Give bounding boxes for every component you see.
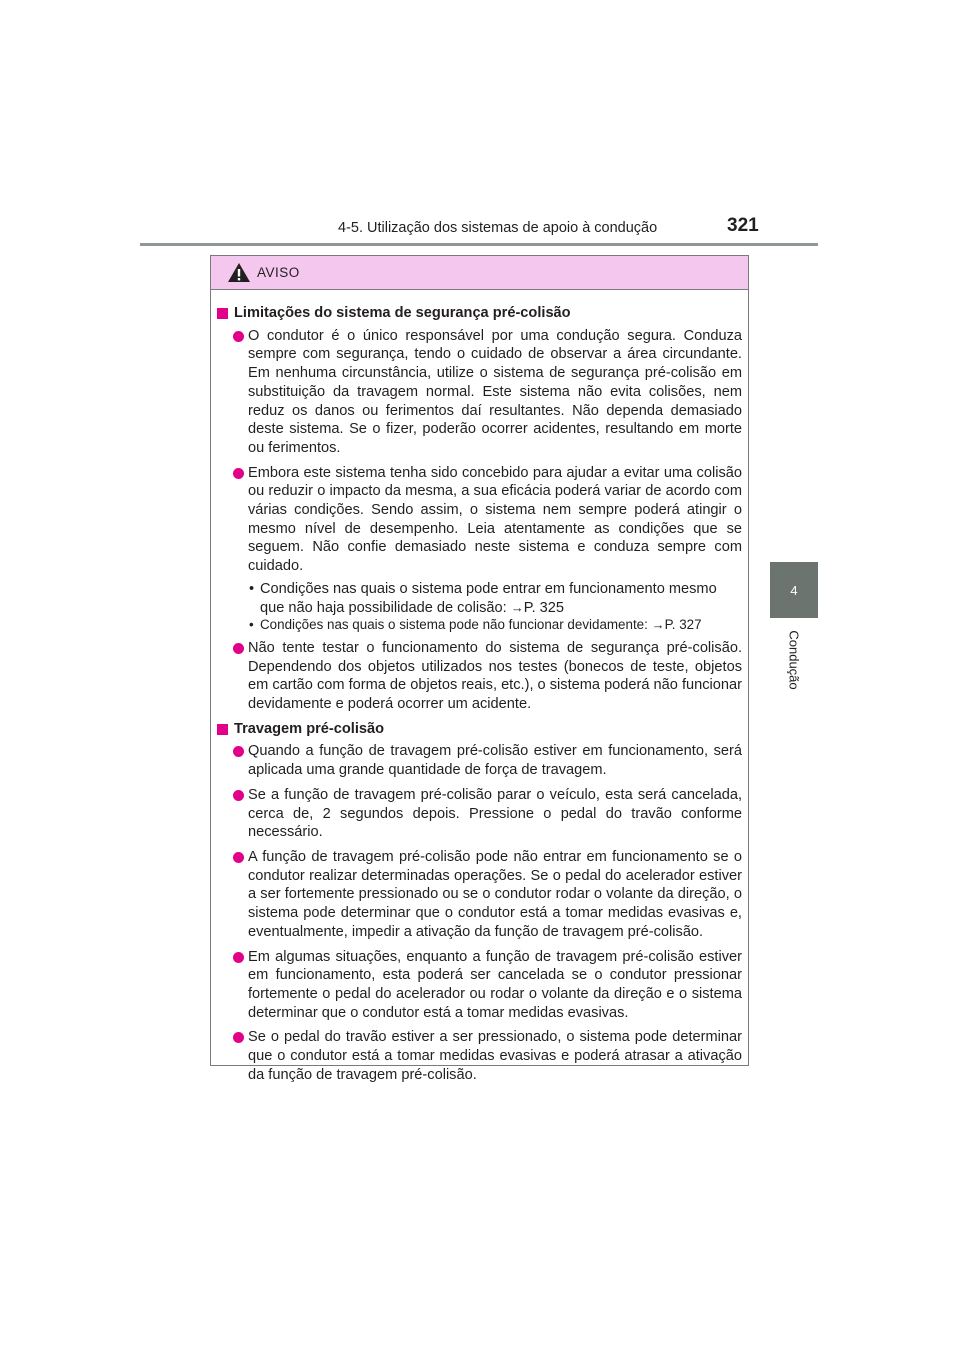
chapter-tab[interactable] [770, 562, 818, 618]
warning-title: AVISO [257, 265, 300, 280]
chapter-number: 4 [790, 582, 798, 598]
list-item: A função de travagem pré-colisão pode não entrar em funcionamento se o condutor realizar determinadas operações. Se o pedal do acelerador estiver a ser fortemente pressionado ou se o condutor rodar o volante da direção, o sistema pode determinar que o condutor está a tomar medidas evasivas e, eventualmente, impedir a ativação da função de travagem pré-colisão. [217, 848, 742, 942]
warning-box [210, 255, 749, 1083]
section-heading: Travagem pré-colisão [217, 720, 742, 739]
warning-content [211, 290, 748, 1084]
round-bullet-icon [233, 331, 244, 342]
header-rule [140, 243, 818, 246]
round-bullet-icon [233, 468, 244, 479]
round-bullet-icon [233, 746, 244, 757]
list-item: O condutor é o único responsável por uma condução segura. Conduza sempre com segurança, tendo o cuidado de observar a área circundante. Em nenhuma circunstância, utilize o sistema de segurança pré-colisão em substituição da travagem normal. Este sistema não evita colisões, nem reduz os danos ou ferimentos daí resultantes. Não dependa demasiado deste sistema. Se o fizer, poderão ocorrer acidentes, resultando em morte ou ferimentos. [217, 327, 742, 458]
page-number: 321 [727, 215, 759, 236]
sub-list-item: • Condições nas quais o sistema pode não funcionar devidamente: →P. 327 [249, 617, 702, 633]
section-heading: Limitações do sistema de segurança pré-colisão [217, 304, 742, 323]
list-item: Não tente testar o funcionamento do sistema de segurança pré-colisão. Dependendo dos objetos utilizados nos testes (bonecos de teste, objetos em cartão com forma de objetos reais, etc.), o sistema poderá não funcionar devidamente e poderá ocorrer um acidente. [217, 639, 742, 714]
round-bullet-icon [233, 790, 244, 801]
arrow-icon: → [510, 599, 524, 615]
round-bullet-icon [233, 852, 244, 863]
list-item: Se o pedal do travão estiver a ser pressionado, o sistema pode determinar que o condutor está a tomar medidas evasivas e poderá atrasar a ativação da função de travagem pré-colisão. [217, 1028, 742, 1084]
page-reference[interactable]: P. 325 [523, 599, 565, 616]
list-item: Em algumas situações, enquanto a função de travagem pré-colisão estiver em funcionamento, esta poderá ser cancelada se o condutor pressionar fortemente o pedal do acelerador ou rodar o volante da direção e o sistema determinar que o condutor está a tomar medidas evasivas. [217, 948, 742, 1023]
sub-list-item: • Condições nas quais o sistema pode entrar em funcionamento mesmo que não haja possibilidade de colisão: →P. 325 [249, 580, 717, 616]
list-item: Se a função de travagem pré-colisão parar o veículo, esta será cancelada, cerca de, 2 segundos depois. Pressione o pedal do travão conforme necessário. [217, 786, 742, 842]
list-item: Embora este sistema tenha sido concebido para ajudar a evitar uma colisão ou reduzir o impacto da mesma, a sua eficácia poderá variar de acordo com várias condições. Sendo assim, o sistema nem sempre poderá atingir o mesmo nível de desempenho. Leia atentamente as condições que se seguem. Não confie demasiado neste sistema e conduza sempre com cuidado. [217, 464, 742, 576]
arrow-icon: → [651, 617, 665, 633]
square-bullet-icon [217, 724, 228, 735]
page-reference[interactable]: P. 327 [664, 617, 702, 633]
running-header: 4-5. Utilização dos sistemas de apoio à condução [338, 220, 658, 236]
round-bullet-icon [233, 1032, 244, 1043]
warning-triangle-icon [227, 262, 251, 283]
round-bullet-icon [233, 952, 244, 963]
round-bullet-icon [233, 643, 244, 654]
warning-header [211, 256, 748, 290]
square-bullet-icon [217, 308, 228, 319]
list-item: Quando a função de travagem pré-colisão estiver em funcionamento, será aplicada uma grande quantidade de força de travagem. [217, 742, 742, 779]
